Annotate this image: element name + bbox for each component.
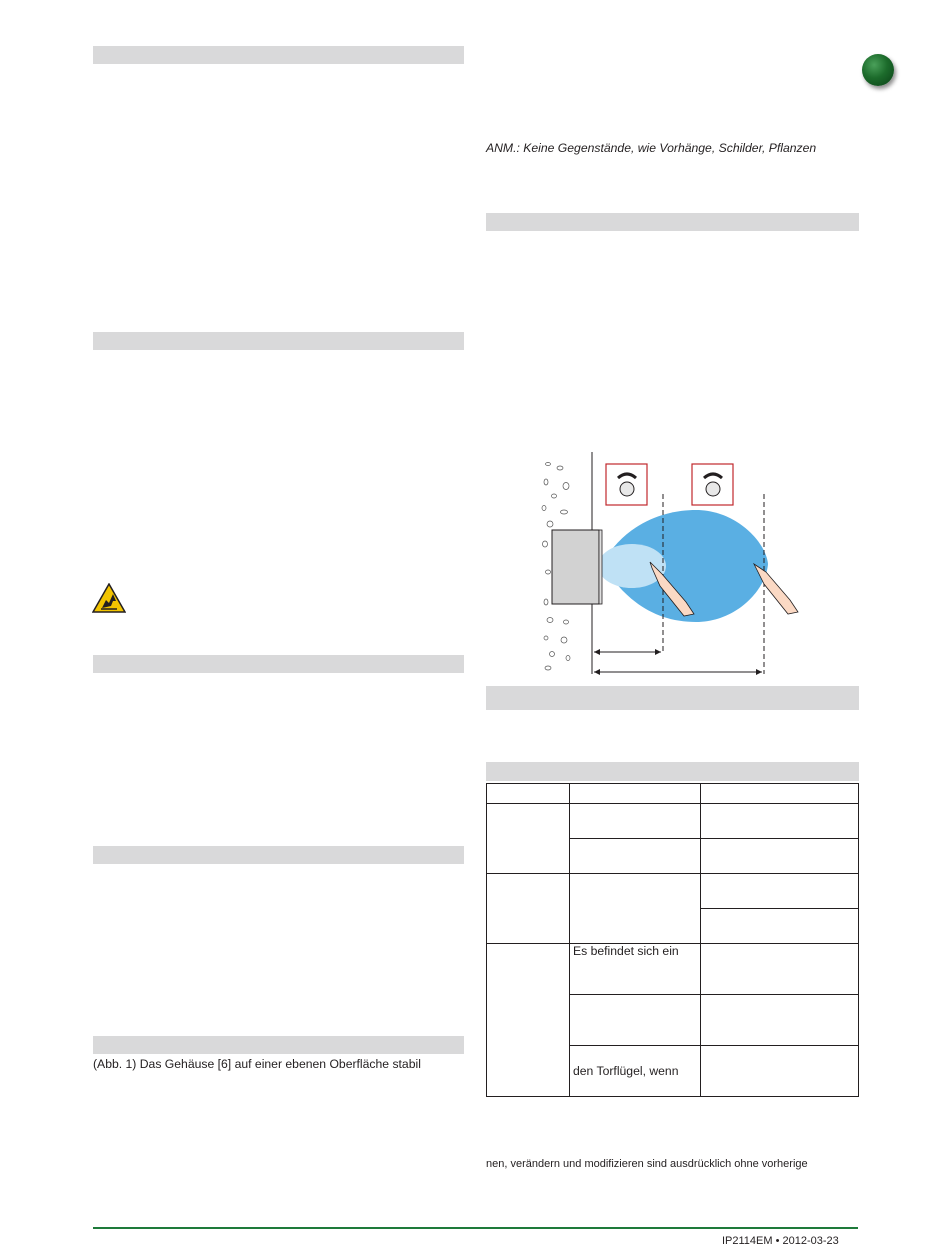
detection-range-figure xyxy=(536,452,816,678)
table-cell xyxy=(570,784,701,804)
table-cell xyxy=(570,804,701,839)
section-header-bar-1 xyxy=(93,46,464,64)
table-cell xyxy=(701,784,859,804)
table-title-bar xyxy=(486,762,859,781)
table-cell: Es befindet sich ein xyxy=(570,944,701,995)
table-cell xyxy=(487,944,570,1097)
table-cell xyxy=(701,839,859,874)
note-objects: ANM.: Keine Gegenstände, wie Vorhänge, Schilder, Pflanzen xyxy=(486,141,817,155)
table-row xyxy=(487,804,859,839)
table-cell xyxy=(487,804,570,874)
footer-doc-code: IP2114EM • 2012-03-23 xyxy=(722,1235,839,1247)
section-header-bar-3 xyxy=(93,655,464,673)
table-cell xyxy=(701,909,859,944)
troubleshooting-table xyxy=(486,783,859,1097)
table-row xyxy=(487,874,859,909)
table-row xyxy=(487,784,859,804)
footer-rule xyxy=(93,1227,858,1229)
table-cell xyxy=(570,839,701,874)
table-cell xyxy=(701,804,859,839)
table-cell: den Torflügel, wenn xyxy=(570,1046,701,1097)
section-header-bar-4 xyxy=(93,846,464,864)
table-cell xyxy=(487,784,570,804)
section-header-bar-5 xyxy=(93,1036,464,1054)
section-header-bar-7 xyxy=(486,686,859,710)
section-header-bar-6 xyxy=(486,213,859,231)
table-cell xyxy=(701,995,859,1046)
copyright-fragment: nen, verändern und modifizieren sind ausdrücklich ohne vorherige xyxy=(486,1158,808,1170)
table-cell xyxy=(701,1046,859,1097)
table-cell xyxy=(570,995,701,1046)
section-header-bar-2 xyxy=(93,332,464,350)
paragraph-abb-1: (Abb. 1) Das Gehäuse [6] auf einer ebenen Oberfläche stabil xyxy=(93,1057,421,1071)
table-row xyxy=(487,944,859,995)
esd-warning-icon xyxy=(92,583,126,613)
language-badge-icon xyxy=(862,54,894,86)
table-cell xyxy=(701,944,859,995)
table-cell xyxy=(701,874,859,909)
table-cell xyxy=(487,874,570,944)
table-cell xyxy=(570,874,701,944)
